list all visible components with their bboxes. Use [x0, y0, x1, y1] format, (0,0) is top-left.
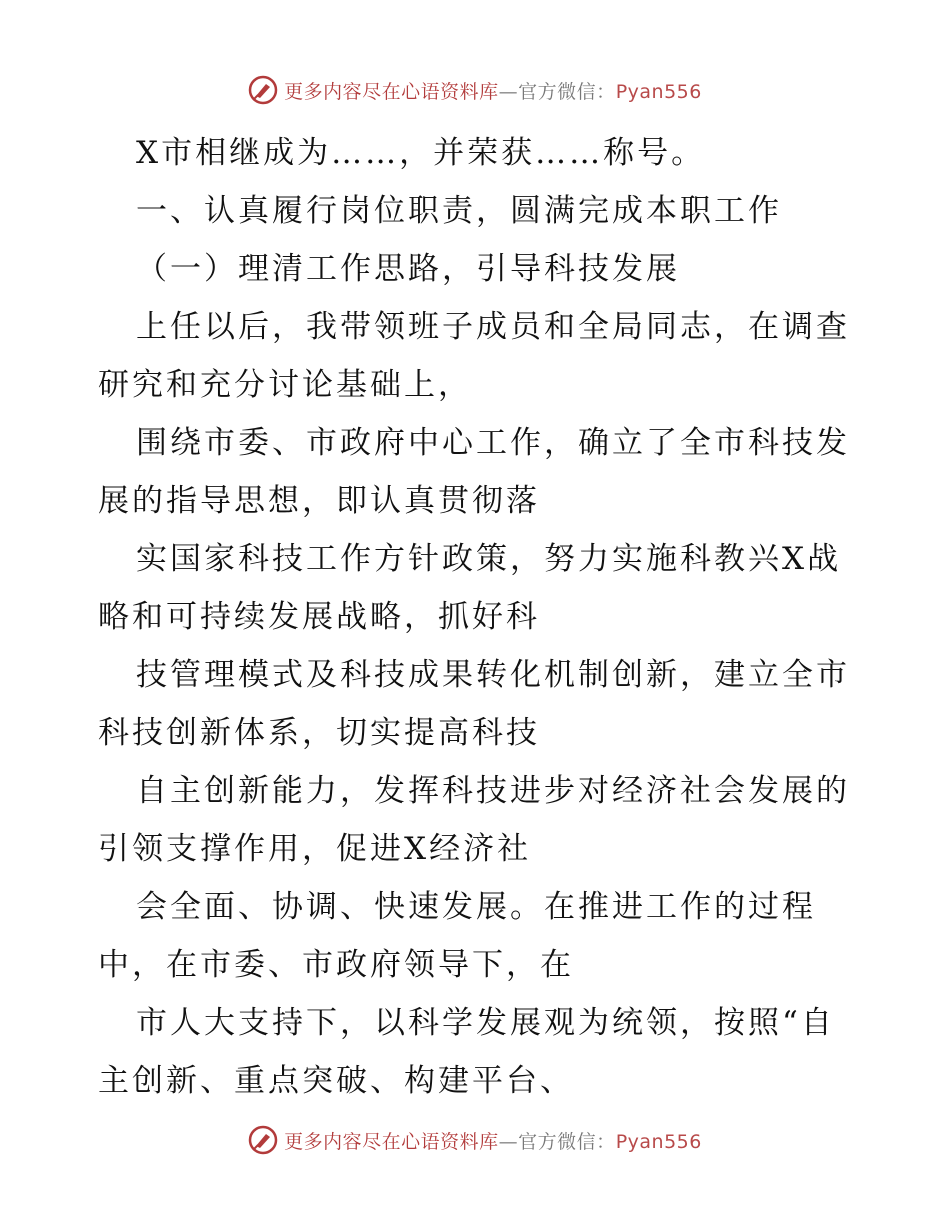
- body-line: 实国家科技工作方针政策，努力实施科教兴X战: [136, 541, 842, 577]
- body-line: 科技创新体系，切实提高科技: [98, 715, 540, 751]
- body-line: 主创新、重点突破、构建平台、: [98, 1063, 574, 1099]
- banner-official-label: 官方微信：: [518, 1130, 616, 1153]
- pen-nib-logo-icon: [248, 1125, 278, 1155]
- body-line: 中，在市委、市政府领导下，在: [98, 947, 574, 983]
- header-banner: [0, 72, 950, 108]
- banner-wechat-id: Pyan556: [615, 80, 702, 103]
- footer-banner-text: [284, 1127, 702, 1154]
- body-line: 市人大支持下，以科学发展观为统领，按照“自: [136, 1005, 835, 1041]
- body-line: 上任以后，我带领班子成员和全局同志，在调查: [136, 309, 850, 345]
- section-heading: 一、认真履行岗位职责，圆满完成本职工作: [136, 193, 782, 229]
- pen-nib-logo-icon: [248, 75, 278, 105]
- body-line: 围绕市委、市政府中心工作，确立了全市科技发: [136, 425, 850, 461]
- body-line: 会全面、协调、快速发展。在推进工作的过程: [136, 889, 816, 925]
- banner-separator: —: [498, 1130, 519, 1153]
- body-line: 引领支撑作用，促进X经济社: [98, 831, 532, 867]
- body-line: 展的指导思想，即认真贯彻落: [98, 483, 540, 519]
- body-line: 研究和充分讨论基础上，: [98, 367, 472, 403]
- body-line: 自主创新能力，发挥科技进步对经济社会发展的: [136, 773, 850, 809]
- banner-official-label: 官方微信：: [518, 80, 616, 103]
- header-banner-text: [284, 77, 702, 104]
- footer-banner: [0, 1122, 950, 1158]
- banner-separator: —: [498, 80, 519, 103]
- banner-main-text: 更多内容尽在心语资料库: [284, 1130, 499, 1153]
- subsection-heading: （一）理清工作思路，引导科技发展: [136, 251, 680, 287]
- banner-main-text: 更多内容尽在心语资料库: [284, 80, 499, 103]
- document-body: [98, 124, 858, 1110]
- body-line: 技管理模式及科技成果转化机制创新，建立全市: [136, 657, 850, 693]
- body-line: 略和可持续发展战略，抓好科: [98, 599, 540, 635]
- body-line: X市相继成为……，并荣获……称号。: [136, 135, 706, 171]
- banner-wechat-id: Pyan556: [615, 1130, 702, 1153]
